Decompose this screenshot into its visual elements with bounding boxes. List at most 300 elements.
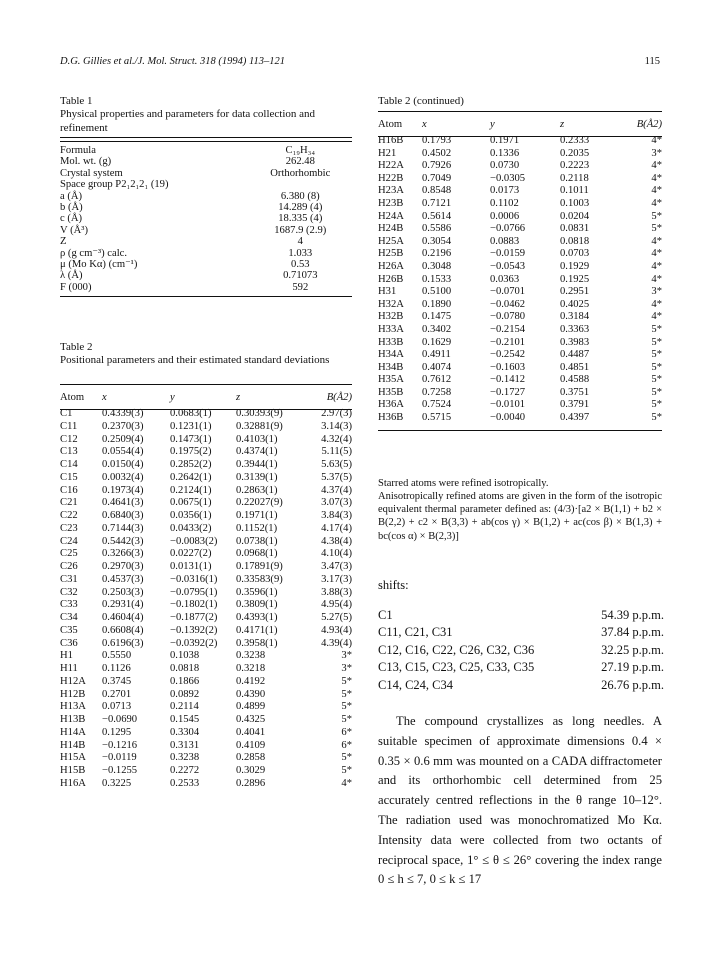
b-cell: 5.11(5) (321, 446, 352, 458)
y-cell: 0.2272 (170, 765, 200, 776)
atom-cell: C12 (60, 433, 78, 445)
x-cell: 0.6196(3) (102, 637, 144, 649)
table-note-starred: Starred atoms were refined isotropically. (378, 478, 549, 489)
x-cell: 0.0713 (102, 701, 132, 713)
table-row (58, 202, 354, 213)
z-cell: 0.3596(1) (236, 586, 278, 598)
x-cell: 0.7524 (422, 399, 452, 411)
y-cell: −0.0159 (490, 248, 526, 260)
b-cell: 5* (651, 349, 662, 361)
y-cell: 0.1971 (490, 135, 520, 146)
atom-cell: C15 (60, 471, 78, 483)
atom-cell: H23A (378, 185, 404, 197)
x-cell: 0.7926 (422, 160, 452, 172)
property-value: C₁₉H₃₄ (285, 145, 316, 156)
b-cell: 5* (651, 399, 662, 411)
z-cell: 0.4171(1) (236, 624, 278, 636)
y-cell: −0.1412 (490, 374, 526, 386)
x-cell: 0.2509(4) (102, 433, 144, 445)
atom-cell: H33B (378, 336, 404, 348)
z-cell: 0.3363 (560, 323, 590, 335)
table-row (376, 185, 664, 198)
shift-value: 54.39 p.p.m. (601, 608, 664, 622)
b-cell: 3* (651, 286, 662, 298)
property-label: a (Å) (60, 190, 83, 202)
table-row (376, 261, 664, 274)
shift-atoms: C11, C21, C31 (378, 625, 453, 640)
table-row (376, 311, 664, 324)
z-cell: 0.4588 (560, 374, 590, 386)
table-row (58, 145, 354, 156)
table-row (58, 270, 354, 281)
y-cell: 0.0683(1) (170, 408, 212, 419)
z-cell: 0.4374(1) (236, 446, 278, 458)
x-cell: 0.7121 (422, 197, 452, 209)
property-value: Orthorhombic (270, 167, 331, 179)
b-cell: 5* (651, 336, 662, 348)
table-row (58, 259, 354, 270)
b-cell: 3.88(3) (321, 586, 352, 598)
atom-cell: H35B (378, 386, 404, 398)
b-cell: 5.27(5) (321, 612, 352, 623)
table-row (58, 727, 354, 740)
col-atom: Atom (378, 118, 403, 130)
b-cell: 4.32(4) (321, 433, 352, 445)
shift-value: 32.25 p.p.m. (601, 642, 664, 657)
y-cell: 0.0363 (490, 273, 520, 285)
table2cont-title: Table 2 (continued) (378, 95, 464, 107)
table-row (376, 160, 664, 173)
atom-cell: H11 (60, 663, 78, 674)
shift-atoms: C1 (378, 608, 393, 622)
atom-cell: H24B (378, 223, 404, 235)
table-row (58, 248, 354, 259)
b-cell: 5* (651, 361, 662, 373)
atom-cell: H26B (378, 273, 404, 285)
y-cell: 0.2124(1) (170, 484, 212, 496)
table1-caption: Physical properties and parameters for data collection and refinement (60, 108, 316, 134)
y-cell: 0.0892 (170, 688, 200, 700)
atom-cell: H36B (378, 412, 404, 424)
property-label: b (Å) (60, 202, 83, 214)
property-label: F (000) (60, 281, 92, 293)
x-cell: 0.3745 (102, 675, 132, 687)
y-cell: 0.0356(1) (170, 510, 212, 521)
z-cell: 0.2858 (236, 752, 266, 764)
col-x: x (102, 391, 107, 403)
shift-atoms: C12, C16, C22, C26, C32, C36 (378, 642, 535, 657)
z-cell: 0.0831 (560, 223, 590, 235)
z-cell: 0.4390 (236, 688, 266, 700)
table-row (376, 324, 664, 337)
atom-cell: H35A (378, 374, 404, 386)
x-cell: 0.5442(3) (102, 535, 144, 547)
table-row (58, 676, 354, 689)
y-cell: 0.0227(2) (170, 548, 212, 560)
table-row (58, 459, 354, 472)
x-cell: −0.0690 (102, 714, 138, 725)
table-row (58, 472, 354, 485)
b-cell: 5* (341, 701, 352, 713)
table1-top-rule-2 (60, 141, 352, 142)
table-row (58, 714, 354, 727)
shifts-label: shifts: (378, 578, 409, 592)
table-row (376, 387, 664, 400)
b-cell: 4* (651, 235, 662, 247)
b-cell: 5* (341, 714, 352, 725)
table1-bottom-rule (60, 296, 352, 297)
table-row (376, 274, 664, 287)
x-cell: 0.3225 (102, 777, 132, 789)
z-cell: 0.3983 (560, 336, 590, 348)
col-y: y (170, 391, 175, 403)
table-row (376, 337, 664, 350)
b-cell: 4* (651, 197, 662, 209)
atom-cell: H22A (378, 160, 404, 172)
x-cell: 0.6840(3) (102, 510, 144, 521)
property-value (247, 179, 354, 190)
property-value: 14.289 (4) (278, 202, 323, 214)
b-cell: 6* (341, 739, 352, 751)
table-row (58, 485, 354, 498)
table-row (58, 701, 354, 714)
y-cell: −0.0040 (490, 412, 526, 424)
col-z: z (236, 391, 241, 403)
z-cell: 0.0204 (560, 210, 590, 222)
table-row (376, 248, 664, 261)
b-cell: 4.37(4) (321, 484, 352, 496)
atom-cell: C25 (60, 548, 78, 560)
shift-value: 37.84 p.p.m. (601, 625, 664, 640)
atom-cell: C14 (60, 459, 78, 470)
y-cell: 0.2642(1) (170, 471, 212, 483)
table1-title: Table 1 (60, 95, 93, 107)
y-cell: 0.1866 (170, 675, 200, 687)
table-row (376, 173, 664, 186)
y-cell: 0.0818 (170, 663, 200, 674)
atom-cell: C11 (60, 420, 78, 432)
x-cell: 0.1533 (422, 273, 452, 285)
z-cell: 0.4109 (236, 739, 266, 751)
property-label: V (Å³) (60, 224, 88, 236)
x-cell: −0.1216 (102, 739, 138, 751)
y-cell: 0.2852(2) (170, 459, 212, 470)
b-cell: 4.93(4) (321, 624, 352, 636)
y-cell: −0.1603 (490, 361, 526, 373)
y-cell: −0.1392(2) (170, 624, 218, 636)
x-cell: 0.3048 (422, 260, 452, 272)
table-row (58, 510, 354, 523)
b-cell: 3.47(3) (321, 561, 352, 572)
page-number: 115 (644, 56, 660, 67)
x-cell: 0.7612 (422, 374, 452, 386)
table-row (58, 650, 354, 663)
table-note-anisotropic: Anisotropically refined atoms are given in the form of the isotropic equivalent thermal parameter defined as: (4/3)·[a2 × B(1,1) + b2 × B(2,2) + c2 × B(3,3) + ab(cos γ) × B(1,2) + ac(cos β) × B(1,3) + bc(cos α) × B(2,3)] (378, 491, 662, 542)
b-cell: 6* (341, 726, 352, 738)
property-value: 6.380 (8) (280, 190, 320, 202)
table-row (58, 663, 354, 676)
b-cell: 4.38(4) (321, 535, 352, 547)
table-row (58, 446, 354, 459)
atom-cell: H32B (378, 311, 404, 323)
y-cell: 0.2114 (170, 701, 199, 713)
property-label: Mol. wt. (g) (60, 156, 112, 168)
z-cell: 0.4025 (560, 298, 590, 310)
b-cell: 5* (651, 323, 662, 335)
x-cell: 0.1629 (422, 336, 452, 348)
x-cell: −0.0119 (102, 752, 137, 764)
atom-cell: C24 (60, 535, 78, 547)
x-cell: 0.3054 (422, 235, 452, 247)
table2-caption: Positional parameters and their estimated standard deviations (60, 354, 330, 366)
b-cell: 4* (651, 248, 662, 260)
z-cell: 0.0703 (560, 248, 590, 260)
atom-cell: H16A (60, 777, 86, 789)
table-row (58, 625, 354, 638)
y-cell: 0.1102 (490, 197, 519, 209)
z-cell: 0.32881(9) (236, 420, 283, 432)
atom-cell: C26 (60, 561, 78, 572)
table-row (58, 574, 354, 587)
table-row (58, 421, 354, 434)
b-cell: 5* (651, 210, 662, 222)
z-cell: 0.0968(1) (236, 548, 278, 560)
z-cell: 0.4103(1) (236, 433, 278, 445)
table-row (58, 168, 354, 179)
table-row (58, 523, 354, 536)
col-y: y (490, 118, 495, 130)
shifts-table (376, 607, 666, 694)
table-row (58, 778, 354, 791)
shift-value: 27.19 p.p.m. (601, 660, 664, 675)
atom-cell: H32A (378, 298, 404, 310)
x-cell: 0.4641(3) (102, 497, 144, 509)
z-cell: 0.3791 (560, 399, 590, 411)
atom-cell: C16 (60, 484, 78, 496)
x-cell: 0.4537(3) (102, 573, 144, 585)
atom-cell: C34 (60, 612, 78, 623)
x-cell: 0.3402 (422, 323, 452, 335)
b-cell: 4.10(4) (321, 548, 352, 560)
table-row (376, 349, 664, 362)
table1 (58, 145, 354, 293)
b-cell: 4.39(4) (321, 637, 352, 649)
atom-cell: H12B (60, 688, 86, 700)
b-cell: 5* (341, 688, 352, 700)
table-row (58, 740, 354, 753)
z-cell: 0.1152(1) (236, 522, 278, 534)
b-cell: 5* (651, 412, 662, 424)
y-cell: −0.0780 (490, 311, 526, 323)
b-cell: 3.17(3) (321, 573, 352, 585)
atom-cell: C36 (60, 637, 78, 649)
z-cell: 0.0738(1) (236, 535, 278, 547)
y-cell: 0.3131 (170, 739, 200, 751)
table2cont-header-rule (378, 136, 662, 137)
table2 (58, 386, 354, 791)
z-cell: 0.2118 (560, 172, 589, 184)
y-cell: −0.0766 (490, 223, 526, 235)
x-cell: 0.8548 (422, 185, 452, 197)
x-cell: 0.2970(3) (102, 561, 144, 572)
b-cell: 5* (341, 752, 352, 764)
table2-title: Table 2 (60, 341, 93, 353)
atom-cell: C22 (60, 510, 78, 521)
x-cell: 0.4911 (422, 349, 451, 361)
y-cell: 0.1473(1) (170, 433, 212, 445)
x-cell: 0.1973(4) (102, 484, 144, 496)
table-row (376, 399, 664, 412)
x-cell: 0.7258 (422, 386, 452, 398)
atom-cell: H36A (378, 399, 404, 411)
z-cell: 0.2896 (236, 777, 266, 789)
z-cell: 0.3139(1) (236, 471, 278, 483)
b-cell: 4* (341, 777, 352, 789)
table-row (58, 612, 354, 625)
y-cell: 0.3304 (170, 726, 200, 738)
y-cell: −0.0305 (490, 172, 526, 184)
b-cell: 3* (341, 663, 352, 674)
b-cell: 4* (651, 298, 662, 310)
y-cell: 0.1038 (170, 650, 200, 662)
property-label: ρ (g cm⁻³) calc. (60, 247, 127, 259)
x-cell: 0.2503(3) (102, 586, 144, 598)
z-cell: 0.4397 (560, 412, 590, 424)
table-row (58, 548, 354, 561)
b-cell: 4.95(4) (321, 599, 352, 611)
b-cell: 4* (651, 135, 662, 146)
z-cell: 0.4393(1) (236, 612, 278, 623)
z-cell: 0.4192 (236, 675, 266, 687)
col-b: B(Å2) (326, 391, 352, 403)
b-cell: 3.14(3) (321, 420, 352, 432)
table-row (58, 765, 354, 778)
shift-value: 26.76 p.p.m. (601, 677, 664, 692)
y-cell: −0.2101 (490, 336, 526, 348)
shift-atoms: C13, C15, C23, C25, C33, C35 (378, 660, 535, 675)
b-cell: 3* (651, 147, 662, 159)
property-label: c (Å) (60, 213, 83, 225)
y-cell: −0.0543 (490, 260, 526, 272)
z-cell: 0.2951 (560, 286, 590, 298)
atom-cell: C33 (60, 599, 78, 611)
atom-cell: H24A (378, 210, 404, 222)
col-x: x (422, 118, 427, 130)
running-header-citation: D.G. Gillies et al./J. Mol. Struct. 318 (1994) 113–121 (60, 56, 285, 67)
x-cell: 0.5614 (422, 210, 452, 222)
y-cell: 0.0883 (490, 235, 520, 247)
y-cell: −0.0795(1) (170, 586, 218, 598)
table-row (376, 412, 664, 425)
property-label: μ (Mo Kα) (cm⁻¹) (60, 259, 138, 271)
b-cell: 2.97(3) (321, 408, 352, 419)
atom-cell: H13B (60, 714, 86, 725)
table-row (58, 179, 354, 190)
x-cell: 0.4339(3) (102, 408, 144, 419)
y-cell: −0.1727 (490, 386, 526, 398)
x-cell: 0.1126 (102, 663, 131, 674)
x-cell: 0.4074 (422, 361, 452, 373)
z-cell: 0.3751 (560, 386, 590, 398)
property-value: 0.71073 (283, 270, 318, 282)
table-row (376, 198, 664, 211)
z-cell: 0.4851 (560, 361, 590, 373)
y-cell: −0.0101 (490, 399, 526, 411)
y-cell: 0.0006 (490, 210, 520, 222)
y-cell: −0.0083(2) (170, 535, 218, 547)
property-value: 1.033 (288, 247, 313, 259)
table-row (58, 638, 354, 651)
z-cell: 0.3238 (236, 650, 266, 662)
y-cell: 0.1975(2) (170, 446, 212, 458)
x-cell: 0.0032(4) (102, 471, 144, 483)
x-cell: 0.5715 (422, 412, 452, 424)
table-row (376, 374, 664, 387)
y-cell: 0.1545 (170, 714, 200, 725)
atom-cell: C31 (60, 573, 78, 585)
z-cell: 0.2035 (560, 147, 590, 159)
y-cell: 0.0730 (490, 160, 520, 172)
shift-row (376, 659, 666, 676)
z-cell: 0.1003 (560, 197, 590, 209)
table-row (58, 752, 354, 765)
atom-cell: H26A (378, 260, 404, 272)
x-cell: 0.5586 (422, 223, 452, 235)
atom-cell: C35 (60, 624, 78, 636)
x-cell: 0.2196 (422, 248, 452, 260)
shift-row (376, 624, 666, 641)
z-cell: 0.3029 (236, 765, 266, 776)
col-b: B(Å2) (636, 118, 662, 130)
property-value: 0.53 (291, 259, 310, 271)
x-cell: 0.2931(4) (102, 599, 144, 611)
x-cell: 0.4604(4) (102, 612, 144, 623)
b-cell: 4.17(4) (321, 522, 352, 534)
b-cell: 5* (341, 765, 352, 776)
x-cell: 0.4502 (422, 147, 452, 159)
table2-header-rule (60, 409, 352, 410)
y-cell: 0.2533 (170, 777, 200, 789)
atom-cell: H31 (378, 286, 397, 298)
table-row (376, 223, 664, 236)
table-row (376, 286, 664, 299)
y-cell: −0.0701 (490, 286, 526, 298)
table-row (376, 362, 664, 375)
b-cell: 5* (341, 675, 352, 687)
x-cell: 0.5550 (102, 650, 132, 662)
table-row (58, 225, 354, 236)
x-cell: 0.0150(4) (102, 459, 144, 470)
b-cell: 4* (651, 185, 662, 197)
atom-cell: H25B (378, 248, 404, 260)
table-row (58, 213, 354, 224)
atom-cell: H1 (60, 650, 73, 662)
x-cell: 0.1475 (422, 311, 452, 323)
atom-cell: H34B (378, 361, 404, 373)
x-cell: 0.7049 (422, 172, 452, 184)
atom-cell: H16B (378, 135, 404, 146)
table-row (58, 561, 354, 574)
table-row (58, 434, 354, 447)
property-value: 4 (297, 236, 303, 248)
x-cell: 0.6608(4) (102, 624, 144, 636)
b-cell: 5* (651, 374, 662, 386)
table2cont-bottom-rule (378, 430, 662, 431)
atom-cell: H33A (378, 323, 404, 335)
z-cell: 0.4487 (560, 349, 590, 361)
table-row (58, 587, 354, 600)
atom-cell: H12A (60, 675, 86, 687)
